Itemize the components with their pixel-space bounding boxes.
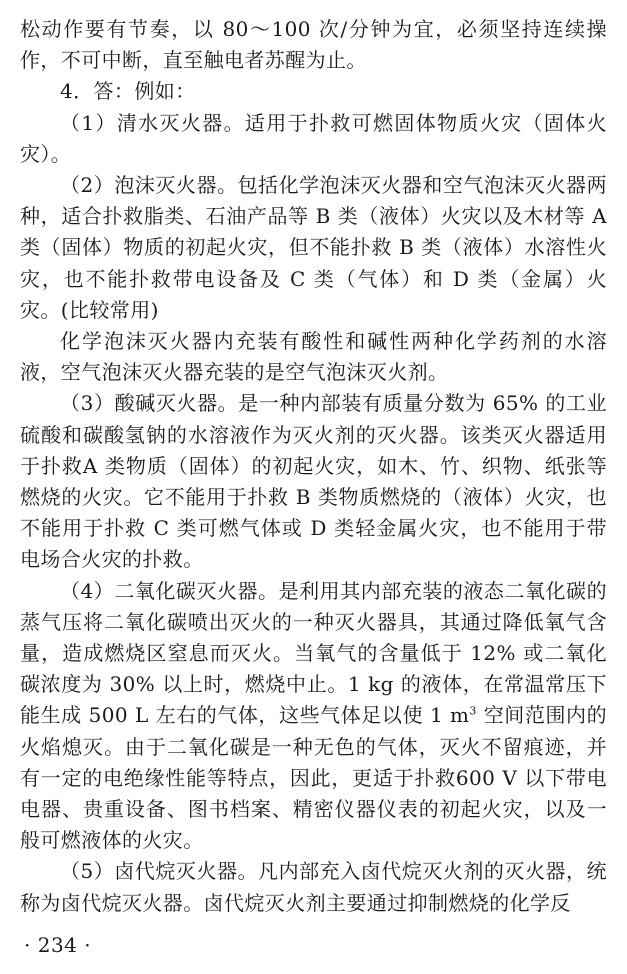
page-number: · 234 ·: [24, 933, 92, 957]
paragraph-acid-base-extinguisher: （3）酸碱灭火器。是一种内部装有质量分数为 65% 的工业硫酸和碳酸氢钠的水溶液作为灭火剂的灭火器。该类灭火器适用于扑救A 类物质（固体）的初起火灾，如木、竹、织物、纸张等燃烧的火灾。它不能用于扑救 B 类物质燃烧的（液体）火灾，也不能用于扑救 C 类可燃气体或 D 类轻金属火灾，也不能用于带电场合火灾的扑救。: [20, 391, 607, 572]
paragraph-co2-extinguisher: [20, 576, 607, 857]
co2-text-before-superscript: （4）二氧化碳灭火器。是利用其内部充装的液态二氧化碳的蒸气压将二氧化碳喷出灭火的一种灭火器具，其通过降低氧气含量，造成燃烧区窒息而灭火。当氧气的含量低于 12% 或二氧化碳浓度为 30% 以上时，燃烧中止。1 kg 的液体，在常温常压下能生成 500 L 左右的气体，这些气体足以使 1 m: [20, 578, 607, 728]
paragraph-cpr-continuation: 松动作要有节奏，以 80～100 次/分钟为宜，必须坚持连续操作，不可中断，直至触电者苏醒为止。: [20, 17, 607, 73]
paragraph-water-extinguisher: （1）清水灭火器。适用于扑救可燃固体物质火灾（固体火灾）。: [20, 110, 607, 166]
paragraph-halon-extinguisher: （5）卤代烷灭火器。凡内部充入卤代烷灭火剂的灭火器，统称为卤代烷灭火器。卤代烷灭火剂主要通过抑制燃烧的化学反: [20, 859, 607, 915]
paragraph-foam-extinguisher: （2）泡沫灭火器。包括化学泡沫灭火器和空气泡沫灭火器两种，适合扑救脂类、石油产品等 B 类（液体）火灾以及木材等 A 类（固体）物质的初起火灾，但不能扑救 B 类（液体）水溶性火灾，也不能扑救带电设备及 C 类（气体）和 D 类（金属）火灾。(比较常用): [20, 173, 607, 322]
answer-4-heading: 4．答：例如：: [60, 79, 196, 104]
paragraph-foam-contents: 化学泡沫灭火器内充装有酸性和碱性两种化学药剂的水溶液，空气泡沫灭火器充装的是空气泡沫灭火剂。: [20, 329, 607, 385]
cubic-superscript: 3: [469, 704, 477, 718]
co2-text-after-superscript: 空间范围内的火焰熄灭。由于二氧化碳是一种无色的气体，灭火不留痕迹，并有一定的电绝缘性能等特点，因此，更适于扑救600 V 以下带电电器、贵重设备、图书档案、精密仪器仪表的初起火灾，以及一般可燃液体的火灾。: [20, 703, 607, 853]
